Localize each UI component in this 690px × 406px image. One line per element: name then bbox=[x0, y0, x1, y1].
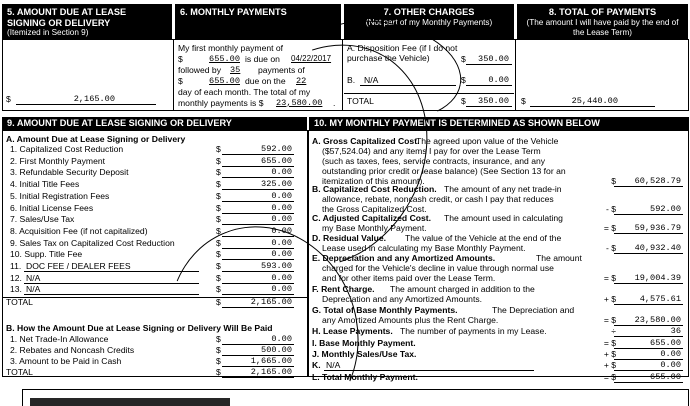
sec9-item-label: 13. bbox=[10, 284, 22, 295]
sec7-a-dollar: $ bbox=[461, 54, 466, 64]
sec10-operator: + $ bbox=[603, 349, 616, 359]
sec5-amount-line bbox=[16, 104, 156, 105]
sec9-item-name: N/A bbox=[26, 272, 41, 283]
sec10-heading: A. Gross Capitalized Cost. bbox=[312, 136, 420, 146]
sec7-a-value: 350.00 bbox=[478, 54, 509, 64]
sec10-c1-rest: The amount used in calculating bbox=[444, 213, 563, 223]
sec10-text: any Amortized Amounts plus the Rent Charge. bbox=[322, 314, 499, 325]
sec10-heading: L. Total Monthly Payment. bbox=[312, 372, 418, 382]
sec9-item-label: 6. Initial License Fees bbox=[10, 202, 94, 213]
sec8-title: 8. TOTAL OF PAYMENTS bbox=[548, 7, 657, 17]
sec10-value: 36 bbox=[670, 326, 681, 336]
sec10-operator: + $ bbox=[603, 293, 616, 304]
sec7-a-label: A. Disposition Fee (if I do not purchase the Vehicle) bbox=[347, 43, 458, 63]
sec10-operator: = $ bbox=[603, 314, 616, 325]
sec9-total-dollar: $ bbox=[216, 297, 221, 307]
sec6-l4-dollar: $ bbox=[178, 76, 183, 86]
sec8-line bbox=[530, 106, 655, 107]
sec10-h1-rest: The number of payments in my Lease. bbox=[400, 326, 547, 336]
sec9-b-item-value: 500.00 bbox=[261, 345, 292, 356]
sec10-value: 592.00 bbox=[650, 203, 681, 214]
sec6-title: 6. MONTHLY PAYMENTS bbox=[180, 7, 287, 17]
sec6-total-monthly: 23,580.00 bbox=[276, 98, 323, 108]
sec6-l2-text: is due on bbox=[245, 54, 280, 64]
sec10-text: Depreciation and any Amortized Amounts. bbox=[322, 293, 483, 304]
sec10-value-line bbox=[614, 382, 683, 383]
sec10-value: 655.00 bbox=[650, 337, 681, 348]
sec9-item-value: 325.00 bbox=[261, 179, 292, 190]
sec9-item-value: 0.00 bbox=[271, 225, 292, 236]
sec10-value-line bbox=[614, 304, 683, 305]
sec9-item-dollar: $ bbox=[216, 202, 221, 213]
sec9-item-value: 0.00 bbox=[271, 284, 292, 295]
sec9-item-value: 0.00 bbox=[271, 237, 292, 248]
sec9-b-item-dollar: $ bbox=[216, 345, 221, 356]
sec6-first-payment: 655.00 bbox=[209, 54, 240, 64]
sec7-total-label: TOTAL bbox=[347, 96, 374, 106]
sec10-heading: B. Capitalized Cost Reduction. bbox=[312, 184, 437, 194]
sec9-item-dollar: $ bbox=[216, 261, 221, 271]
sec10-operator: = $ bbox=[603, 372, 616, 382]
sec5-title: 5. AMOUNT DUE AT LEASE SIGNING OR DELIVERY bbox=[7, 7, 127, 28]
sec7-b-value: 0.00 bbox=[488, 75, 509, 85]
sec9-item-name: N/A bbox=[26, 284, 41, 295]
sec8-subtitle: (The amount I will have paid by the end of the Lease Term) bbox=[526, 17, 679, 37]
sec9-item-label: 7. Sales/Use Tax bbox=[10, 214, 75, 225]
sec9-item-label: 2. First Monthly Payment bbox=[10, 155, 106, 166]
sec9-item-value: 0.00 bbox=[271, 249, 292, 260]
sec9-item-value: 0.00 bbox=[271, 214, 292, 225]
sec10-value-line bbox=[614, 233, 683, 234]
sec10-heading: F. Rent Charge. bbox=[312, 284, 375, 294]
sec9-item-label: 12. bbox=[10, 272, 22, 283]
sec6-payment-count: 35 bbox=[230, 65, 241, 75]
sec6-first-due-date: 04/22/2017 bbox=[291, 54, 332, 63]
sec10-e1-rest: The amount bbox=[536, 253, 582, 263]
sec10-heading: G. Total of Base Monthly Payments. bbox=[312, 305, 458, 315]
sec10-operator: $ bbox=[611, 175, 616, 186]
sec9-item-dollar: $ bbox=[216, 144, 221, 154]
sec7-total-line bbox=[466, 106, 512, 107]
sec10-heading: E. Depreciation and any Amortized Amounts. bbox=[312, 253, 496, 263]
sec9-item-label: 5. Initial Registration Fees bbox=[10, 190, 110, 201]
sec10-heading: I. Base Monthly Payment. bbox=[312, 337, 416, 348]
sec5-subtitle: (Itemized in Section 9) bbox=[7, 28, 89, 37]
sec9-item-name: DOC FEE / DEALER FEES bbox=[26, 261, 131, 271]
sec10-b1-rest: The amount of any net trade-in bbox=[444, 184, 562, 194]
sec10-operator: - $ bbox=[605, 242, 616, 253]
sec10-value: 0.00 bbox=[660, 360, 681, 370]
sec9-b-item-label: 3. Amount to be Paid in Cash bbox=[10, 356, 122, 367]
sec10-text: the Gross Capitalized Cost. bbox=[322, 203, 427, 214]
sec5-dollar: $ bbox=[6, 94, 11, 104]
sec9-title: 9. AMOUNT DUE AT LEASE SIGNING OR DELIVERY bbox=[7, 118, 232, 128]
sec10-operator: - $ bbox=[605, 203, 616, 214]
sec10-text: my Base Monthly Payment. bbox=[322, 222, 427, 233]
sec10-value-line bbox=[614, 253, 683, 254]
sec9-item-dollar: $ bbox=[216, 284, 221, 295]
sec10-text: itemization of this amount). bbox=[322, 175, 425, 186]
sec7-total-dollar: $ bbox=[461, 96, 466, 106]
sec6-line5: day of each month. The total of my bbox=[178, 87, 311, 97]
sec8-header bbox=[517, 4, 688, 39]
sec9-b-item-dollar: $ bbox=[216, 356, 221, 367]
sec9-btotal-value: 2,165.00 bbox=[250, 367, 292, 377]
sec9-item-dollar: $ bbox=[216, 179, 221, 190]
sec9-item-dollar: $ bbox=[216, 167, 221, 178]
sec9-btotal-label: TOTAL bbox=[6, 367, 33, 377]
sec9-item-label: 8. Acquisition Fee (if not capitalized) bbox=[10, 225, 148, 236]
sec8-dollar: $ bbox=[521, 96, 526, 106]
sec6-l6-text: monthly payments is $ bbox=[178, 98, 264, 108]
sec10-operator: = $ bbox=[603, 272, 616, 283]
sec10-k-name-line bbox=[324, 370, 534, 371]
sec9-item-dollar: $ bbox=[216, 237, 221, 248]
sec10-text: allowance, rebate, noncash credit, or cash I pay that reduces bbox=[322, 193, 554, 204]
sec10-k-name: N/A bbox=[326, 360, 341, 370]
sec7-b-line bbox=[466, 85, 512, 86]
sec7-total-value: 350.00 bbox=[478, 96, 509, 106]
sec9-item-value: 0.00 bbox=[271, 272, 292, 283]
sec10-title: 10. MY MONTHLY PAYMENT IS DETERMINED AS SHOWN BELOW bbox=[314, 118, 600, 128]
sec9-item-dollar: $ bbox=[216, 272, 221, 283]
sec7-b-dollar: $ bbox=[461, 75, 466, 85]
sec9-item-value: 655.00 bbox=[261, 155, 292, 166]
sec6-line1: My first monthly payment of bbox=[178, 43, 284, 53]
sec7-b-name: N/A bbox=[364, 75, 379, 85]
sec10-operator: + $ bbox=[603, 360, 616, 370]
sec9-item-value: 593.00 bbox=[261, 261, 292, 271]
sec10-value-line bbox=[614, 186, 683, 187]
sec6-monthly-payment: 655.00 bbox=[209, 76, 240, 86]
sec9-btotal-dollar: $ bbox=[216, 367, 221, 377]
sec9-b-item-dollar: $ bbox=[216, 334, 221, 344]
sec10-value-line bbox=[614, 283, 683, 284]
sec10-text: outstanding prior credit or lease balance) (See Section 13 for an bbox=[322, 165, 566, 176]
sec9-item-value: 0.00 bbox=[271, 190, 292, 201]
sec10-operator: = $ bbox=[603, 337, 616, 348]
sec9-b-heading: B. How the Amount Due at Lease Signing or Delivery Will Be Paid bbox=[6, 323, 273, 333]
sec10-value: 19,004.39 bbox=[634, 272, 681, 283]
sec10-operator: ÷ bbox=[611, 326, 616, 336]
sec9-item-label: 10. Supp. Title Fee bbox=[10, 249, 83, 260]
sec10-f1-rest: The amount charged in addition to the bbox=[390, 284, 535, 294]
sec5-amount: 2,165.00 bbox=[73, 94, 115, 104]
sec10-heading: H. Lease Payments. bbox=[312, 326, 393, 336]
sec10-text: ($57,524.04) and any items I pay for over the Lease Term bbox=[322, 145, 541, 156]
sec9-item-label: 9. Sales Tax on Capitalized Cost Reduction bbox=[10, 237, 175, 248]
sec10-heading: D. Residual Value. bbox=[312, 233, 387, 243]
sec10-heading: C. Adjusted Capitalized Cost. bbox=[312, 213, 432, 223]
sec9-b-item-value: 0.00 bbox=[271, 334, 292, 344]
sec9-total-label: TOTAL bbox=[6, 297, 33, 307]
sec10-heading: K. bbox=[312, 360, 321, 370]
sec10-value: 40,932.40 bbox=[634, 242, 681, 253]
sec9-item-dollar: $ bbox=[216, 214, 221, 225]
sec10-value: 60,528.79 bbox=[634, 175, 681, 186]
sec6-l2-dollar: $ bbox=[178, 54, 183, 64]
sec8-value: 25,440.00 bbox=[571, 96, 618, 106]
sec7-subtitle: (Not part of my Monthly Payments) bbox=[365, 17, 493, 27]
sec5-header bbox=[2, 4, 172, 39]
sec9-b-item-label: 2. Rebates and Noncash Credits bbox=[10, 345, 135, 356]
sec10-value: 0.00 bbox=[660, 349, 681, 359]
sec10-text: Lease used in calculating my Base Monthly Payment. bbox=[322, 242, 526, 253]
sec10-value-line bbox=[614, 370, 683, 371]
sec9-item-dollar: $ bbox=[216, 249, 221, 260]
sec9-item-value: 592.00 bbox=[261, 144, 292, 154]
sec10-d1-rest: The value of the Vehicle at the end of the bbox=[405, 233, 562, 243]
sec9-item-name-line bbox=[24, 271, 199, 272]
sec9-item-label: 11. bbox=[10, 261, 22, 271]
sec9-item-value: 0.00 bbox=[271, 202, 292, 213]
sec10-text: (such as taxes, fees, service contracts, insurance, and any bbox=[322, 155, 546, 166]
sec9-item-name-line bbox=[24, 283, 199, 284]
sec10-text: and for other items paid over the Lease Term. bbox=[322, 272, 496, 283]
sec10-operator: = $ bbox=[603, 222, 616, 233]
sec9-b-item-label: 1. Net Trade-In Allowance bbox=[10, 334, 109, 344]
sec10-text: charged for the Vehicle's decline in value through normal use bbox=[322, 262, 554, 273]
sec9-a-heading: A. Amount Due at Lease Signing or Delivery bbox=[6, 134, 186, 144]
sec9-item-label: 3. Refundable Security Deposit bbox=[10, 167, 129, 178]
sec7-b-label: B. bbox=[347, 75, 356, 85]
sec10-value: 655.00 bbox=[650, 372, 681, 382]
sec10-g1-rest: The Depreciation and bbox=[492, 305, 575, 315]
sec9-item-label: 1. Capitalized Cost Reduction bbox=[10, 144, 124, 154]
sec6-l4-text: due on the bbox=[245, 76, 286, 86]
sec10-value: 23,580.00 bbox=[634, 314, 681, 325]
sec9-item-dollar: $ bbox=[216, 155, 221, 166]
sec7-a-line bbox=[466, 64, 512, 65]
sec10-value-line bbox=[614, 214, 683, 215]
sec9-item-label: 4. Initial Title Fees bbox=[10, 179, 80, 190]
sec10-heading: J. Monthly Sales/Use Tax. bbox=[312, 349, 417, 359]
sec9-item-dollar: $ bbox=[216, 225, 221, 236]
sec6-l3-text2: payments of bbox=[258, 65, 305, 75]
sec10-value: 59,936.79 bbox=[634, 222, 681, 233]
sec6-due-day: 22 bbox=[296, 76, 307, 86]
sec9-item-value: 0.00 bbox=[271, 167, 292, 178]
sec9-b-item-value: 1,665.00 bbox=[250, 356, 292, 367]
sec6-l6-period: . bbox=[333, 98, 336, 108]
sec7-title: 7. OTHER CHARGES bbox=[383, 7, 475, 17]
sec10-value: 4,575.61 bbox=[639, 293, 681, 304]
sec9-total-value: 2,165.00 bbox=[250, 297, 292, 307]
sec10-a1-rest: The agreed upon value of the Vehicle bbox=[416, 136, 559, 146]
sec9-item-dollar: $ bbox=[216, 190, 221, 201]
sec6-l3-text: followed by bbox=[178, 65, 221, 75]
